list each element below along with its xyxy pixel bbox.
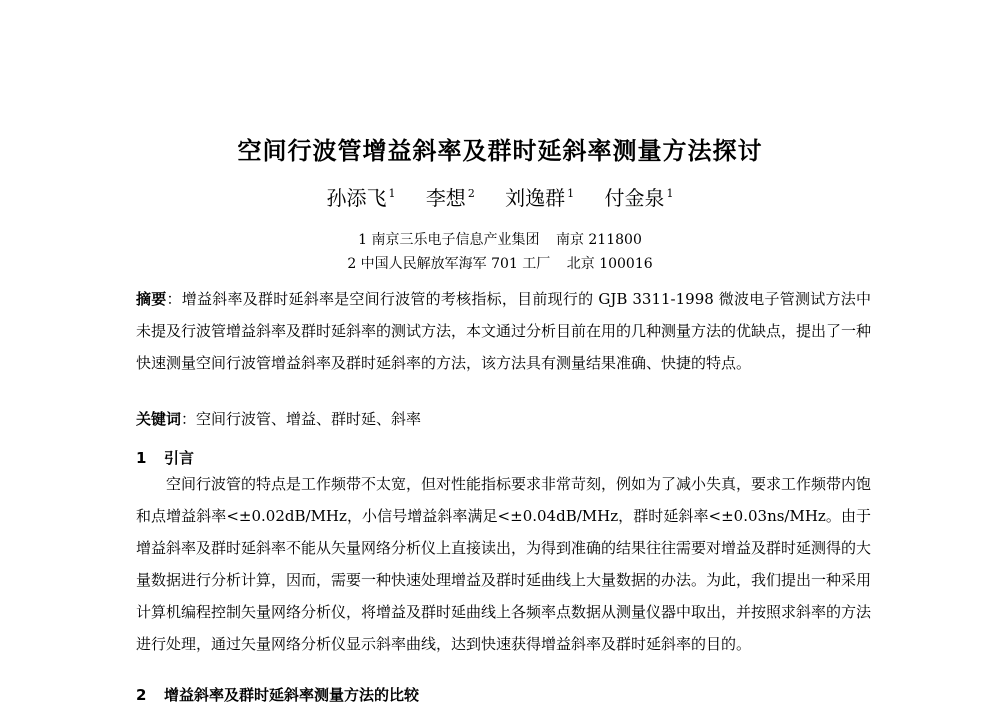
author-list (0, 182, 1000, 211)
affiliation-2 (0, 253, 1000, 273)
section-number: 1 (136, 449, 147, 467)
section-title: 引言 (164, 449, 195, 467)
author (426, 186, 475, 210)
author (326, 186, 395, 210)
intro-paragraph: 空间行波管的特点是工作频带不太宽，但对性能指标要求非常苛刻，例如为了减小失真，要求工作频带内饱和点增益斜率<±0.02dB/MHz，小信号增益斜率满足<±0.04dB/MHz，群时延斜率<±0.03ns/MHz。由于增益斜率及群时延斜率不能从矢量网络分析仪上直接读出，为得到准确的结果往往需要对增益及群时延测得的大量数据进行分析计算，因而，需要一种快速处理增益及群时延曲线上大量数据的办法。为此，我们提出一种采用计算机编程控制矢量网络分析仪，将增益及群时延曲线上各频率点数据从测量仪器中取出，并按照求斜率的方法进行处理，通过矢量网络分析仪显示斜率曲线，达到快速获得增益斜率及群时延斜率的目的。 (136, 475, 872, 653)
paper-title: 空间行波管增益斜率及群时延斜率测量方法探讨 (237, 137, 763, 165)
author-name: 孙添飞 (326, 186, 387, 210)
abstract-label: 摘要 (136, 290, 167, 308)
author (505, 186, 574, 210)
affiliation-city: 南京 211800 (555, 232, 642, 248)
section-heading-1 (136, 447, 194, 468)
author-affil-mark: 1 (666, 187, 674, 201)
abstract-text: ：增益斜率及群时延斜率是空间行波管的考核指标，目前现行的 GJB 3311-1998 微波电子管测试方法中未提及行波管增益斜率及群时延斜率的测试方法，本文通过分析目前在用的几种测量方法的优缺点，提出了一种快速测量空间行波管增益斜率及群时延斜率的方法，该方法具有测量结果准确、快捷的特点。 (136, 290, 872, 372)
affiliation-1 (0, 229, 1000, 249)
author-affil-mark: 1 (388, 187, 396, 201)
affiliation-city: 北京 100016 (566, 256, 653, 272)
keywords-label: 关键词 (136, 410, 182, 428)
author-name: 刘逸群 (505, 186, 566, 210)
author-name: 付金泉 (604, 186, 665, 210)
author-affil-mark: 2 (467, 187, 475, 201)
section-heading-2 (136, 684, 419, 705)
section-title: 增益斜率及群时延斜率测量方法的比较 (164, 686, 420, 704)
affiliation-org: 2 中国人民解放军海军 701 工厂 (347, 256, 551, 272)
author-affil-mark: 1 (567, 187, 575, 201)
affiliation-org: 1 南京三乐电子信息产业集团 (358, 232, 540, 248)
author-name: 李想 (425, 186, 466, 210)
author (605, 186, 674, 210)
keywords-text: ：空间行波管、增益、群时延、斜率 (181, 410, 422, 428)
abstract (136, 283, 871, 379)
section-number: 2 (136, 686, 147, 704)
keywords (136, 403, 871, 435)
